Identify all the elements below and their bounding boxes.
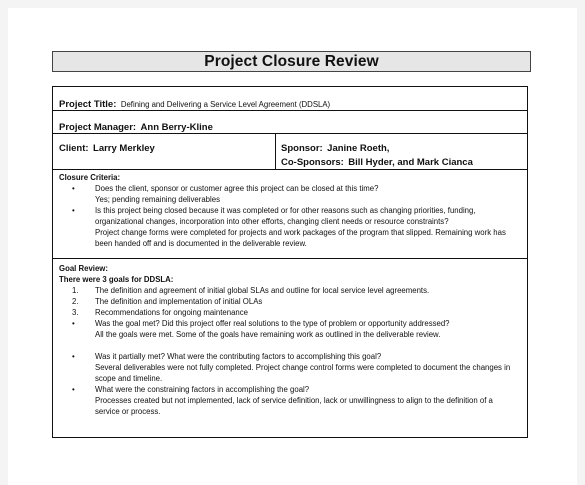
bullet-icon: • xyxy=(72,184,75,193)
goal-question: What were the constraining factors in accomplishing the goal? xyxy=(95,385,310,394)
numbered-item xyxy=(59,307,523,318)
project-manager-label: Project Manager: xyxy=(59,122,137,133)
item-number: 3. xyxy=(72,308,79,317)
goal-review-section xyxy=(53,259,527,437)
client-value: Larry Merkley xyxy=(93,143,155,154)
client-label: Client: xyxy=(59,143,89,154)
bullet-icon: • xyxy=(72,385,75,394)
bullet-icon: • xyxy=(72,352,75,361)
closure-question: Does the client, sponsor or customer agree this project can be closed at this time? xyxy=(95,184,379,193)
closure-question-continued: organizational changes, incorporation into other efforts, changing client needs or resource constraints? xyxy=(95,217,449,226)
review-table xyxy=(52,86,528,438)
closure-answer: Yes; pending remaining deliverables xyxy=(95,195,220,204)
goal-answer-continued: scope and timeline. xyxy=(95,374,163,383)
goal-answer-continued: service or process. xyxy=(95,407,161,416)
cosponsors-label: Co-Sponsors: xyxy=(281,157,344,168)
goal-answer: Several deliverables were not fully completed. Project change control forms were completed to document the changes in xyxy=(95,363,511,372)
project-title-value: Defining and Delivering a Service Level Agreement (DDSLA) xyxy=(120,100,331,109)
goal-answer: All the goals were met. Some of the goals have remaining work as outlined in the deliverable review. xyxy=(95,330,441,339)
bullet-icon: • xyxy=(72,319,75,328)
goal-text: The definition and agreement of initial global SLAs and outline for local service level agreements. xyxy=(95,286,430,295)
project-title-row xyxy=(53,87,527,111)
sponsor-value: Janine Roeth, xyxy=(327,143,390,154)
cosponsors-value: Bill Hyder, and Mark Cianca xyxy=(348,157,473,168)
sponsor-cell xyxy=(276,134,527,169)
item-number: 2. xyxy=(72,297,79,306)
document-title: Project Closure Review xyxy=(52,51,531,72)
goal-text: The definition and implementation of initial OLAs xyxy=(95,297,263,306)
goal-answer: Processes created but not implemented, lack of service definition, lack or unwillingness to align to the definition of a xyxy=(95,396,493,405)
list-item xyxy=(59,384,523,395)
goal-text: Recommendations for ongoing maintenance xyxy=(95,308,248,317)
list-item xyxy=(59,205,523,216)
project-title-label: Project Title: xyxy=(59,99,117,110)
goal-question: Was the goal met? Did this project offer real solutions to the type of problem or opportunity addressed? xyxy=(95,319,450,328)
closure-criteria-section xyxy=(53,170,527,259)
list-item xyxy=(59,183,523,194)
project-manager-row xyxy=(53,111,527,134)
sponsor-label: Sponsor: xyxy=(281,143,323,154)
client-cell xyxy=(53,134,276,169)
list-item xyxy=(59,351,523,362)
goal-review-subheading: There were 3 goals for DDSLA: xyxy=(59,275,174,284)
goal-question: Was it partially met? What were the contributing factors to accomplishing this goal? xyxy=(95,352,382,361)
numbered-item xyxy=(59,296,523,307)
bullet-icon: • xyxy=(72,206,75,215)
item-number: 1. xyxy=(72,286,79,295)
project-manager-value: Ann Berry-Kline xyxy=(140,122,213,133)
client-sponsor-row xyxy=(53,134,527,170)
numbered-item xyxy=(59,285,523,296)
goal-review-heading: Goal Review: xyxy=(59,264,108,273)
closure-answer: Project change forms were completed for projects and work packages of the program that slipped. Remaining work has xyxy=(95,228,506,237)
closure-criteria-heading: Closure Criteria: xyxy=(59,173,121,182)
list-item xyxy=(59,318,523,329)
closure-question: Is this project being closed because it was completed or for other reasons such as changing priorities, funding, xyxy=(95,206,476,215)
closure-answer-continued: been handed off and is documented in the deliverable review. xyxy=(95,239,307,248)
